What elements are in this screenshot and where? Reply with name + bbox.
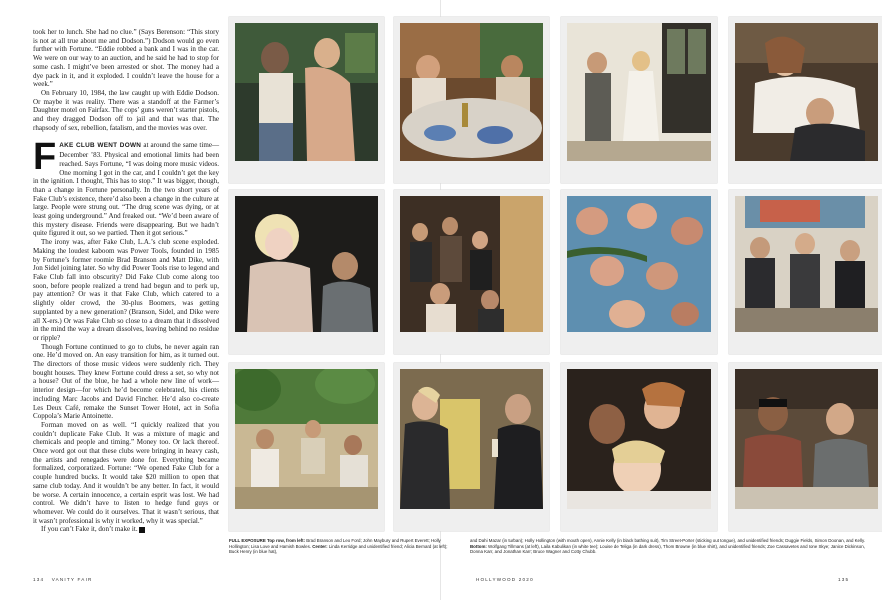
- article-paragraph-text: at around the same time—December ’83. Physical and emotional limits had been reached. Says Fortune, “I was doing more music videos. One morning I got in the car, and I couldn’t get the key in the ignition. I thought, This has to stop.” It was bigger, though, than a change in Fortune personally. In the two short years of Fake Club’s existence, there’d also been a change in the culture at large. People were strung out. “The drug scene was dying, or at least going underground.” And freaked out. “We’d been aware of this mystery disease. Friends were disappearing. But we hadn’t quite figured it out, so we partied. Then it got serious.”: [33, 141, 220, 238]
- polaroid-photo: [229, 17, 384, 183]
- polaroid-photo: [394, 363, 549, 531]
- left-folio: [33, 577, 93, 582]
- photo-women-on-couch: [400, 369, 543, 509]
- polaroid-photo: [729, 190, 882, 354]
- caption-text: Linda Kerridge and unidentified friend; Alicia Bernard (at left); Buck Henry (in blue hat),: [229, 543, 448, 555]
- photo-caption-left: [229, 538, 449, 555]
- article-paragraph: The irony was, after Fake Club, L.A.’s club scene exploded. Making the loudest kaboom was Power Tools, founded in 1985 by Fortune’s former roomie Brad Branson and Matt Dike, with Jon Sidel joining later. So why did Power Tools rise to legend and Fake Club fall into obscurity? Did Fake Club come along too soon, before people realized a trend had begun and to perk up, pay attention? Or was it that Fake Club, which catered to a slightly older crowd, the 30-plus Boomers, was getting supplanted by a new generation? (Branson, Sidel, and Dike were all X-ers.) Or was Fake Club so close to a dream that it dissolved in the mind the way a dream dissolves, leaving behind no residue or ripple?: [33, 238, 219, 342]
- polaroid-photo: [229, 363, 384, 531]
- caption-section-label: Top row, from left:: [267, 538, 306, 543]
- article-text-column: [33, 28, 219, 534]
- polaroid-photo: [729, 17, 882, 183]
- end-mark-icon: N: [139, 527, 145, 533]
- article-section-start: [33, 136, 220, 238]
- photo-three-women-close-up: [567, 369, 711, 509]
- article-paragraph: Though Fortune continued to go to clubs, he never again ran one. He’d moved on. An easy transition for him, as it turned out. The directors of those music videos were suddenly rich. They bought houses. They knew Fortune could dress a set, so why not a house? Out of the blue, he had a whole new line of work—interior design—for which he’d become celebrated, his clients including Marc Jacobs and David Fincher. He’d also co-create Les Deux Café, remake the Sunset Tower Hotel, act in Sofia Coppola’s Marie Antoinette.: [33, 342, 219, 421]
- polaroid-photo: [561, 190, 717, 354]
- photo-dinner-table: [400, 23, 543, 161]
- photo-heads-in-pool: [567, 196, 711, 332]
- photo-caption-right: [470, 538, 876, 555]
- article-paragraph: On February 10, 1984, the law caught up with Eddie Dodson. Or maybe it was reality. There was a standoff at the Farmer’s Daughter motel on Fairfax. The cops’ guns weren’t starter pistols, and they dragged Dodson off to jail and that was that. The rhapsody of sex, rebellion, fatalism, and the movies was over.: [33, 88, 219, 132]
- photo-two-men-at-table: [735, 369, 878, 509]
- article-paragraph: Forman moved on as well. “I quickly realized that you couldn’t duplicate Fake Club. It was a mixture of magic and chemicals and people and timing.” Money too. Or lack thereof. Once word got out that these clubs were bringing in heavy cash, the artists and renegades were done for. Everything became formalized, corporatized. Fortune: “We opened Fake Club for a couple hundred bucks. It would take $20 million to open that same club today. And it wouldn’t be any better. In fact, it would be worse. A certain innocence, a certain esprit was lost. We had control. We didn’t have to listen to hedge fund guys or whomever. We could do it ourselves. That it wasn’t serious, that it wasn’t professional is why it worked, why it was special.”: [33, 420, 219, 525]
- caption-text: Wolfgang Tillmans (at left), Laila Kabulikan (in white tee); Louise de Teliga (in dark dress), Thom Browne (in blue shirt), and unidentified friends; Zoe Cassavetes and Ione Skye; Janice Dickinson, Donna Karr, and Jonathan Karr; Bruce Wagner and Cotty Chubb.: [470, 543, 865, 555]
- caption-text: Brad Branson and Leo Ford; John Maybury and Rupert Everett; Holly Hollington; Lisa Love and Hamish Bowles.: [229, 538, 441, 549]
- polaroid-photo: [229, 190, 384, 354]
- article-paragraph: took her to lunch. She had no clue.” (Says Berenson: “This story is not at all true about me and Dodson.”) Dodson would go even further with Fortune. “Eddie robbed a bank and I was in the car. We were on our way to an auction, and he said he had to stop for some cash. I might’ve been arrested or shot. The money had a dye pack in it, and it exploded. I couldn’t leave the house for a week.”: [33, 28, 219, 89]
- photo-garden-party: [235, 369, 378, 509]
- polaroid-photo: [561, 17, 717, 183]
- photo-blonde-woman-portrait: [235, 196, 378, 332]
- photo-two-men-shirtless: [235, 23, 378, 161]
- issue-folio: [476, 577, 534, 582]
- page-number: 135: [838, 577, 850, 582]
- polaroid-photo: [394, 17, 549, 183]
- caption-text: and Dahi Mazar (in turban); Holly Hollington (with mouth open), Annie Kelly (in black bathing suit), Tim Street-Porter (sticking out tongue), and unidentified friends; Duggie Fields, Simon Doonan, and Kelly.: [470, 538, 866, 543]
- right-folio: [838, 577, 849, 582]
- photo-group-in-room: [400, 196, 543, 332]
- drop-cap: F: [33, 136, 57, 179]
- section-lead-in: AKE CLUB WENT DOWN: [59, 142, 142, 150]
- issue-name: HOLLYWOOD 2020: [476, 577, 534, 582]
- polaroid-photo: [561, 363, 717, 531]
- photo-two-people-embracing: [735, 23, 878, 161]
- polaroid-photo: [394, 190, 549, 354]
- caption-section-label: Center:: [312, 543, 328, 549]
- page-number: 134: [33, 577, 45, 582]
- article-closing-paragraph: [33, 525, 219, 534]
- photo-three-men-on-sofa: [735, 196, 878, 332]
- closing-line: If you can’t Fake it, don’t make it.: [41, 525, 138, 534]
- caption-headline: FULL EXPOSURE: [229, 538, 266, 543]
- photo-woman-in-white-dress: [567, 23, 711, 161]
- magazine-name: VANITY FAIR: [51, 577, 93, 582]
- caption-section-label: Bottom:: [470, 543, 487, 549]
- polaroid-photo: [729, 363, 882, 531]
